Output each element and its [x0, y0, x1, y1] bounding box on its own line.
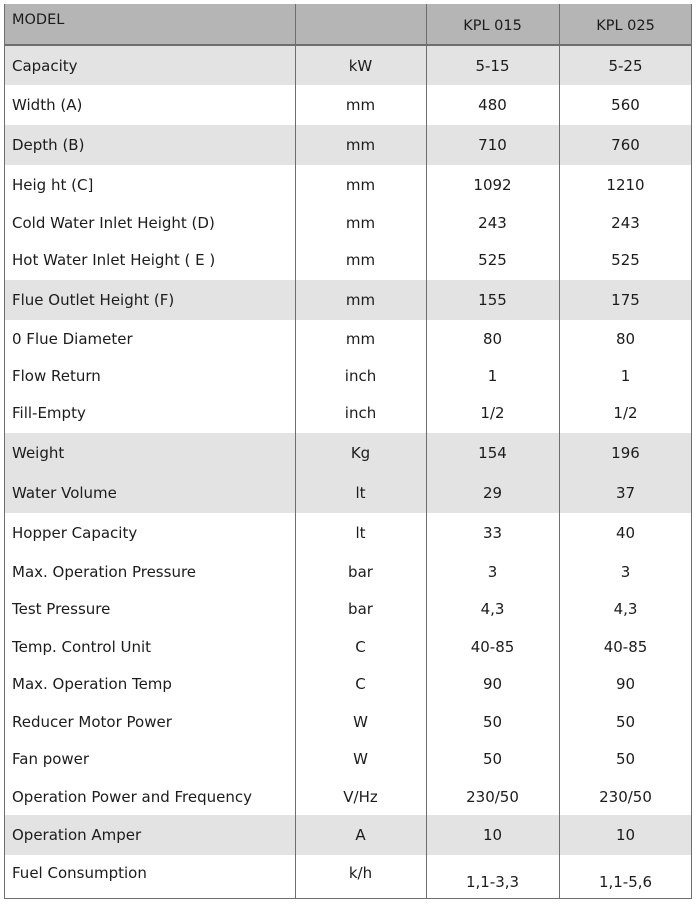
table-row	[4, 553, 692, 590]
row-kpl015-value: 50	[482, 712, 503, 731]
row-parameter: Max. Operation Temp	[12, 675, 172, 693]
table-row	[4, 240, 692, 280]
row-parameter: Flue Outlet Height (F)	[12, 291, 175, 309]
row-kpl025-value: 1	[620, 366, 631, 385]
row-parameter: Capacity	[12, 56, 78, 75]
row-unit: kW	[348, 56, 373, 75]
row-kpl015-value: 4,3	[480, 600, 505, 618]
row-kpl015-value: 710	[478, 136, 507, 154]
row-unit: C	[355, 675, 366, 693]
divider-param-unit	[295, 4, 296, 899]
header-divider	[4, 44, 692, 46]
table-row	[4, 125, 692, 165]
row-unit: W	[353, 750, 368, 768]
row-parameter: Operation Amper	[12, 826, 142, 844]
row-kpl025-value: 560	[611, 96, 640, 114]
spec-table	[4, 4, 692, 899]
row-kpl025-value: 230/50	[599, 787, 652, 806]
table-row	[4, 85, 692, 125]
row-kpl025-value: 760	[611, 136, 640, 154]
row-unit: W	[353, 712, 368, 731]
row-kpl025-value: 243	[611, 213, 640, 232]
table-row	[4, 778, 692, 815]
row-kpl015-value: 1092	[473, 176, 512, 194]
row-parameter: Fan power	[12, 750, 90, 768]
table-row	[4, 358, 692, 393]
row-parameter: Max. Operation Pressure	[12, 562, 197, 581]
row-kpl025-value: 90	[615, 675, 636, 693]
row-kpl015-value: 1,1-3,3	[465, 873, 520, 891]
row-kpl015-value: 80	[482, 330, 503, 348]
table-row	[4, 165, 692, 205]
row-parameter: Fill-Empty	[12, 404, 86, 422]
table-header-row	[4, 4, 692, 44]
row-kpl015-value: 154	[478, 444, 507, 462]
row-unit: bar	[348, 600, 373, 618]
row-parameter: Reducer Motor Power	[12, 712, 172, 731]
row-parameter: Operation Power and Frequency	[12, 787, 253, 806]
table-row	[4, 473, 692, 513]
row-kpl015-value: 1/2	[480, 404, 505, 422]
row-kpl015-value: 155	[478, 291, 507, 309]
row-kpl015-value: 525	[478, 251, 507, 269]
table-row	[4, 433, 692, 473]
border-left	[4, 4, 5, 899]
row-kpl025-value: 525	[611, 251, 640, 269]
table-row	[4, 46, 692, 85]
row-unit: mm	[345, 136, 376, 154]
row-parameter: Temp. Control Unit	[12, 637, 152, 656]
row-parameter: Width (A)	[12, 96, 83, 114]
row-unit: mm	[345, 251, 376, 269]
row-kpl025-value: 175	[611, 291, 640, 309]
row-kpl025-value: 40-85	[603, 637, 648, 656]
row-unit: mm	[345, 291, 376, 309]
row-kpl025-value: 196	[611, 444, 640, 462]
row-kpl015-value: 5-15	[475, 56, 510, 75]
row-unit: mm	[345, 330, 376, 348]
row-unit: C	[355, 637, 366, 656]
row-kpl025-value: 1,1-5,6	[598, 873, 653, 891]
row-kpl015-value: 10	[482, 826, 503, 844]
header-model-label: MODEL	[12, 12, 65, 28]
divider-unit-v1	[426, 4, 427, 899]
row-kpl025-value: 3	[620, 562, 631, 581]
header-kpl015: KPL 015	[463, 18, 522, 34]
row-kpl025-value: 37	[615, 484, 636, 502]
table-row	[4, 855, 692, 899]
table-row	[4, 320, 692, 358]
row-parameter: Heig ht (C]	[12, 176, 94, 194]
table-row	[4, 590, 692, 628]
row-kpl015-value: 29	[482, 484, 503, 502]
row-parameter: Depth (B)	[12, 136, 85, 154]
table-row	[4, 740, 692, 778]
row-kpl015-value: 50	[482, 750, 503, 768]
row-parameter: Fuel Consumption	[12, 864, 147, 882]
row-parameter: Flow Return	[12, 366, 101, 385]
row-kpl025-value: 50	[615, 712, 636, 731]
row-kpl025-value: 4,3	[613, 600, 638, 618]
row-parameter: Weight	[12, 444, 65, 462]
table-row	[4, 703, 692, 740]
row-kpl015-value: 3	[487, 562, 498, 581]
row-unit: A	[355, 826, 366, 844]
row-unit: bar	[348, 562, 373, 581]
row-kpl025-value: 40	[615, 524, 636, 542]
row-kpl025-value: 5-25	[608, 56, 643, 75]
row-kpl015-value: 40-85	[470, 637, 515, 656]
row-kpl025-value: 50	[615, 750, 636, 768]
header-unit-label	[295, 4, 426, 44]
row-kpl015-value: 90	[482, 675, 503, 693]
border-bottom	[4, 898, 692, 899]
header-kpl025: KPL 025	[596, 18, 655, 34]
row-unit: V/Hz	[343, 787, 378, 806]
row-kpl025-value: 10	[615, 826, 636, 844]
table-row	[4, 665, 692, 703]
row-kpl015-value: 33	[482, 524, 503, 542]
row-parameter: Hopper Capacity	[12, 524, 138, 542]
table-row	[4, 205, 692, 240]
row-unit: inch	[344, 404, 377, 422]
row-unit: mm	[345, 213, 376, 232]
row-parameter: Test Pressure	[12, 600, 111, 618]
row-parameter: Hot Water Inlet Height ( E )	[12, 251, 216, 269]
row-parameter: Water Volume	[12, 484, 117, 502]
row-unit: k/h	[348, 864, 373, 882]
row-kpl015-value: 480	[478, 96, 507, 114]
row-kpl025-value: 80	[615, 330, 636, 348]
table-row	[4, 628, 692, 665]
row-unit: mm	[345, 96, 376, 114]
divider-v1-v2	[559, 4, 560, 899]
border-right	[691, 4, 692, 899]
row-kpl015-value: 230/50	[466, 787, 519, 806]
row-unit: Kg	[350, 444, 371, 462]
row-kpl015-value: 243	[478, 213, 507, 232]
row-kpl015-value: 1	[487, 366, 498, 385]
table-row	[4, 815, 692, 855]
row-unit: lt	[355, 524, 366, 542]
row-parameter: 0 Flue Diameter	[12, 330, 133, 348]
table-row	[4, 513, 692, 553]
row-kpl025-value: 1210	[606, 176, 645, 194]
table-row	[4, 393, 692, 433]
row-unit: mm	[345, 176, 376, 194]
row-unit: inch	[344, 366, 377, 385]
row-unit: lt	[355, 484, 366, 502]
row-kpl025-value: 1/2	[613, 404, 638, 422]
row-parameter: Cold Water Inlet Height (D)	[12, 213, 215, 232]
table-row	[4, 280, 692, 320]
